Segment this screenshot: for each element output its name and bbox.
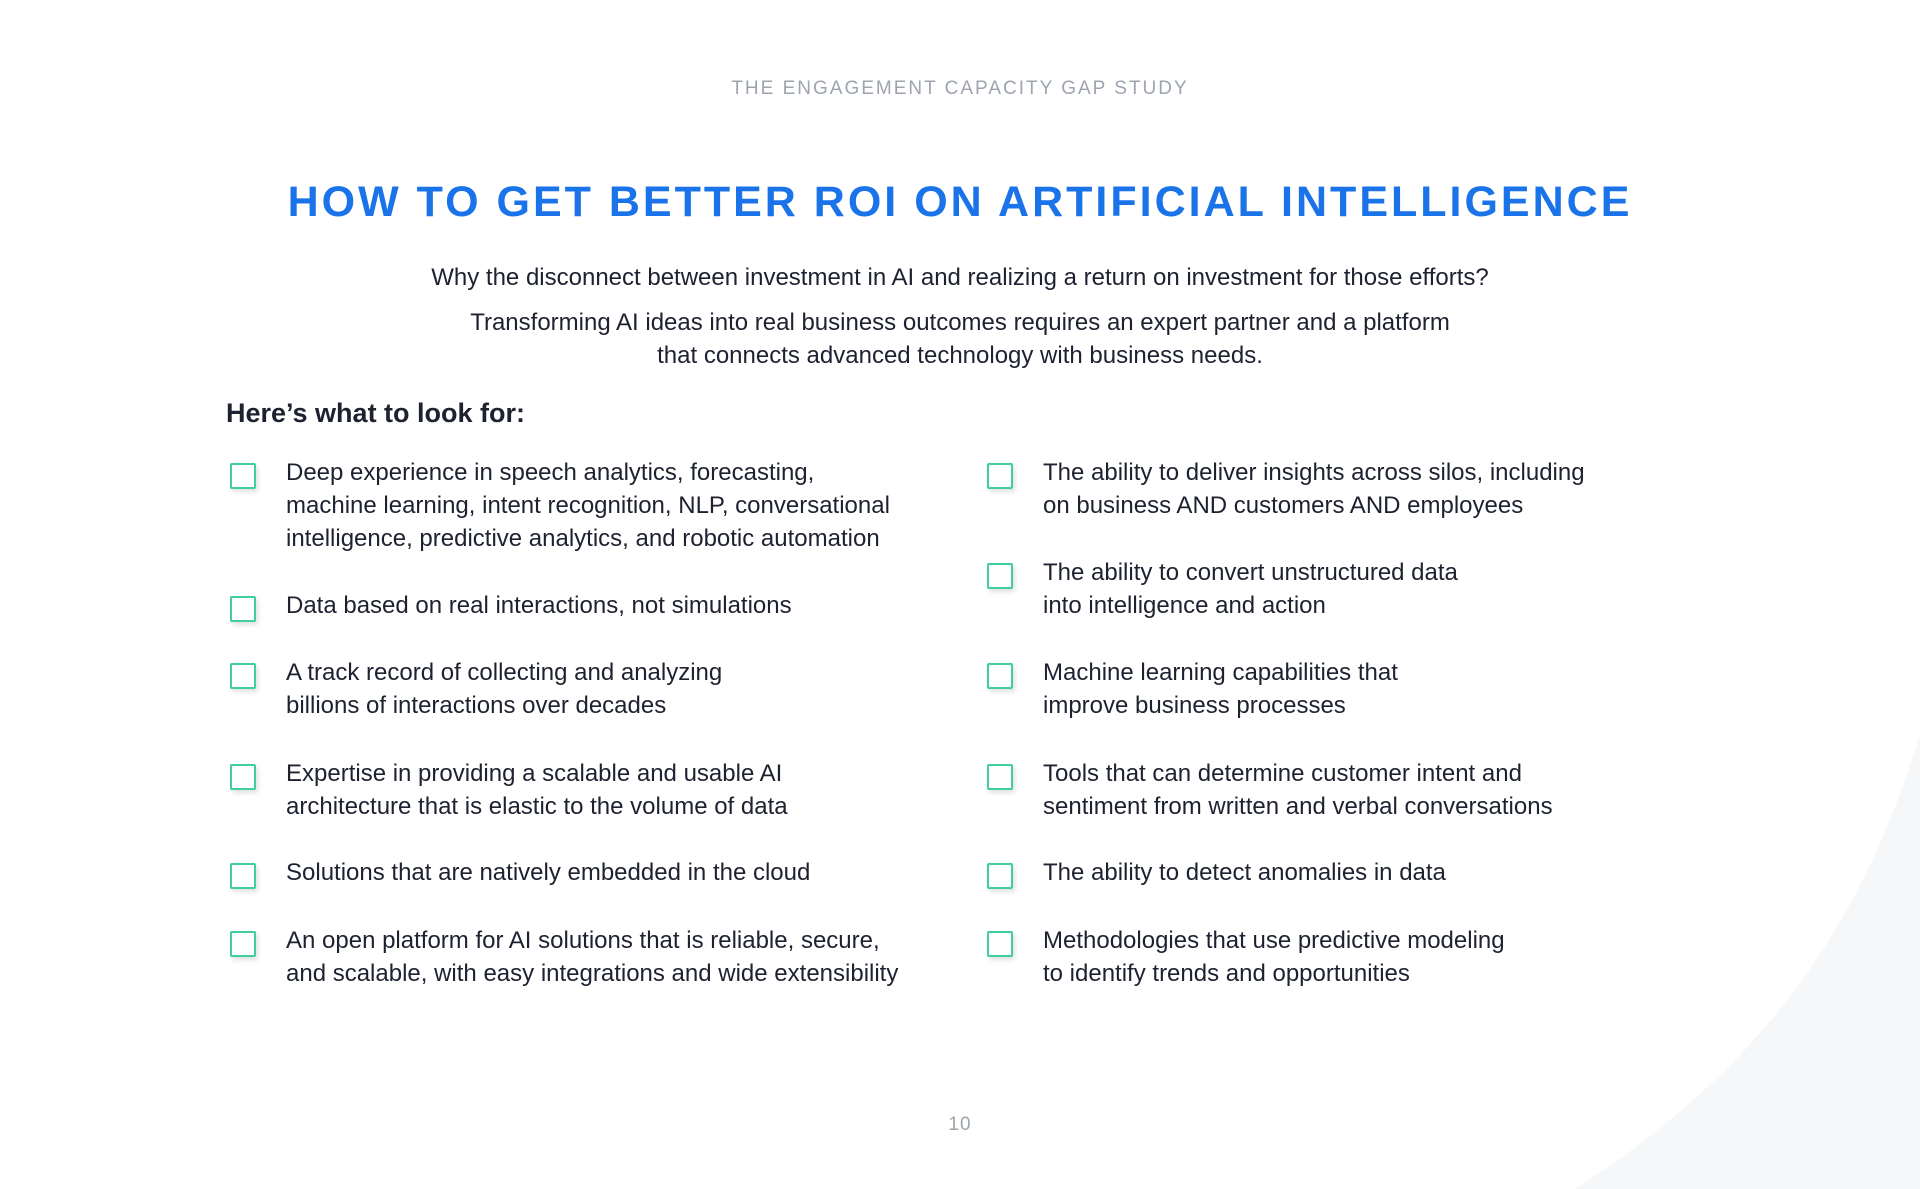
checkbox[interactable] — [987, 463, 1013, 489]
checklist-item-text: A track record of collecting and analyzing billions of interactions over decades — [286, 659, 723, 719]
page-title: HOW TO GET BETTER ROI ON ARTIFICIAL INTELLIGENCE — [287, 178, 1633, 226]
checkbox[interactable] — [230, 931, 256, 957]
checklist-item-text: Deep experience in speech analytics, forecasting, machine learning, intent recognition, NLP, conversational intelligence, predictive analytics, and robotic automation — [286, 459, 890, 552]
checkbox[interactable] — [987, 563, 1013, 589]
checklist-item-text: Methodologies that use predictive modeling to identify trends and opportunities — [1043, 927, 1505, 987]
checkbox[interactable] — [230, 863, 256, 889]
checklist-item-text: Tools that can determine customer intent and sentiment from written and verbal conversations — [1043, 760, 1553, 820]
checklist-item-text: Machine learning capabilities that improve business processes — [1043, 659, 1398, 719]
running-header: THE ENGAGEMENT CAPACITY GAP STUDY — [731, 78, 1189, 99]
checkbox[interactable] — [987, 764, 1013, 790]
checklist-item-text: Expertise in providing a scalable and usable AI architecture that is elastic to the volume of data — [286, 760, 788, 820]
checklist-item-text: The ability to convert unstructured data into intelligence and action — [1043, 559, 1458, 619]
checklist-item-text: An open platform for AI solutions that is reliable, secure, and scalable, with easy integrations and wide extensibility — [286, 927, 899, 987]
checkbox[interactable] — [230, 596, 256, 622]
checklist-item-text: The ability to detect anomalies in data — [1043, 859, 1446, 886]
checkbox[interactable] — [987, 863, 1013, 889]
checkbox[interactable] — [987, 663, 1013, 689]
checklist-item-text: Data based on real interactions, not simulations — [286, 592, 792, 619]
intro-statement: Transforming AI ideas into real business outcomes requires an expert partner and a platform that connects advanced technology with business needs. — [470, 309, 1450, 369]
intro-question: Why the disconnect between investment in AI and realizing a return on investment for those efforts? — [431, 264, 1489, 291]
checklist-item-text: Solutions that are natively embedded in the cloud — [286, 859, 811, 886]
checkbox[interactable] — [230, 463, 256, 489]
page-number: 10 — [948, 1114, 972, 1135]
checkbox[interactable] — [230, 764, 256, 790]
checklist-item-text: The ability to deliver insights across silos, including on business AND customers AND employees — [1043, 459, 1585, 519]
section-heading: Here’s what to look for: — [226, 398, 526, 428]
checkbox[interactable] — [230, 663, 256, 689]
checkbox[interactable] — [987, 931, 1013, 957]
